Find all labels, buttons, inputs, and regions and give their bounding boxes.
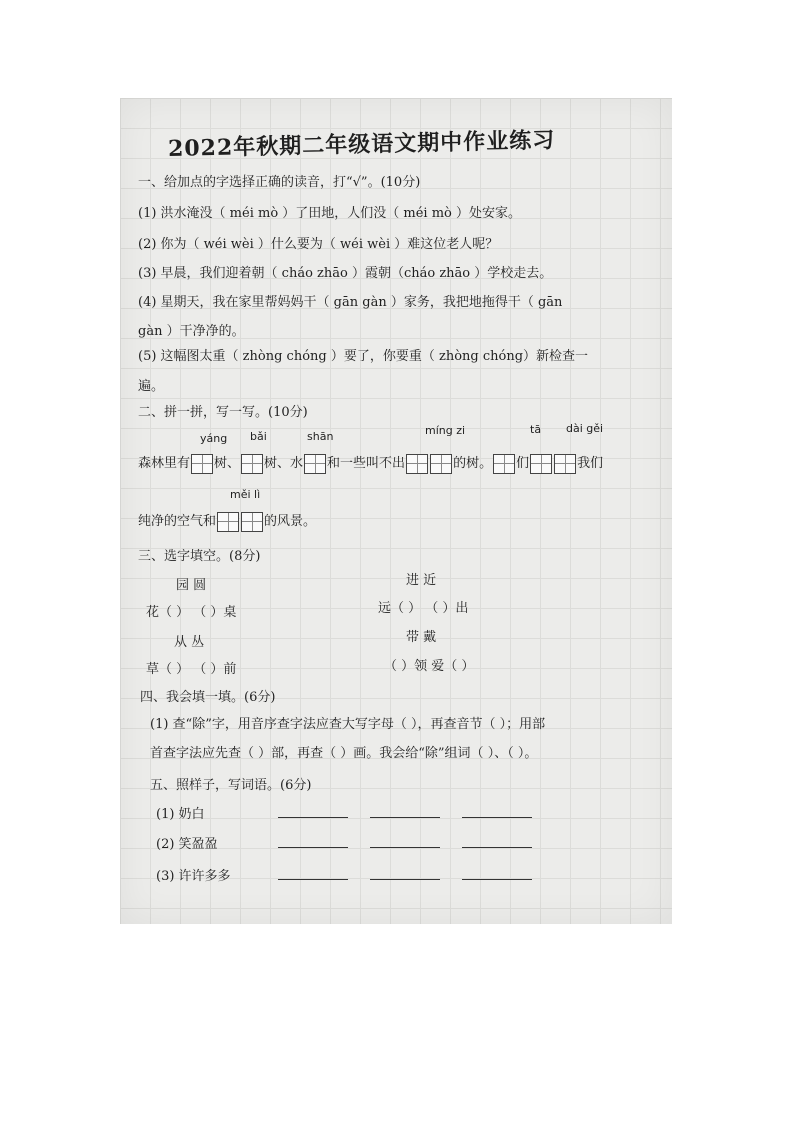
question-1-3: (3) 早晨，我们迎着朝（ cháo zhāo ）霞朝（cháo zhāo ）学校走去。 bbox=[138, 266, 553, 281]
word-row-2 bbox=[156, 835, 532, 854]
fill-text-1: 森林里有 bbox=[138, 456, 191, 471]
answer-line[interactable] bbox=[278, 867, 348, 880]
fill-text-6: 们 bbox=[516, 456, 530, 471]
section-1-heading: 一、给加点的字选择正确的读音，打“√”。(10分) bbox=[138, 175, 421, 190]
writing-box[interactable] bbox=[554, 454, 576, 474]
answer-line[interactable] bbox=[278, 805, 348, 818]
question-1-1: (1) 洪水淹没（ méi mò ）了田地，人们没（ méi mò ）处安家。 bbox=[138, 206, 522, 221]
pinyin-shan: shān bbox=[307, 430, 334, 443]
question-1-4-line-2: gàn ）干净净的。 bbox=[138, 324, 245, 339]
question-1-4-line-1: (4) 星期天，我在家里帮妈妈干（ gān gàn ）家务，我把地拖得干（ gān bbox=[138, 295, 563, 310]
fill-row-3: 草（ ） （ ）前 bbox=[146, 662, 237, 677]
writing-box[interactable] bbox=[241, 512, 263, 532]
writing-box[interactable] bbox=[241, 454, 263, 474]
section-4-heading: 四、我会填一填。(6分) bbox=[140, 690, 276, 705]
word-prompt: (2) 笑盈盈 bbox=[156, 837, 218, 852]
fill-row-2: 远（ ） （ ）出 bbox=[378, 601, 469, 616]
writing-box[interactable] bbox=[217, 512, 239, 532]
pinyin-yang: yáng bbox=[200, 432, 228, 445]
question-4-line-1: (1) 查“除”字，用音序查字法应查大写字母（ ），再查音节（ ）；用部 bbox=[150, 717, 546, 732]
word-prompt: (1) 奶白 bbox=[156, 807, 205, 822]
answer-line[interactable] bbox=[370, 867, 440, 880]
section-2-heading: 二、拼一拼，写一写。(10分) bbox=[138, 405, 308, 420]
writing-box[interactable] bbox=[493, 454, 515, 474]
answer-line[interactable] bbox=[278, 835, 348, 848]
answer-line[interactable] bbox=[462, 805, 532, 818]
fill-text-7: 我们 bbox=[577, 456, 604, 471]
pinyin-bai: bǎi bbox=[250, 430, 267, 443]
word-row-1 bbox=[156, 805, 532, 824]
section-3-heading: 三、选字填空。(8分) bbox=[138, 549, 261, 564]
pinyin-meili: měi lì bbox=[230, 488, 261, 501]
question-1-2: (2) 你为（ wéi wèi ）什么要为（ wéi wèi ）难这位老人呢？ bbox=[138, 237, 499, 252]
fill-row-1: 花（ ） （ ）桌 bbox=[146, 605, 237, 620]
word-prompt: (3) 许许多多 bbox=[156, 869, 231, 884]
section-2-sentence-2 bbox=[138, 510, 316, 534]
section-5-heading: 五、照样子，写词语。(6分) bbox=[150, 778, 312, 793]
fill-text-9: 的风景。 bbox=[264, 514, 317, 529]
fill-row-4: （ ）领 爱（ ） bbox=[384, 659, 475, 674]
section-2-sentence-1 bbox=[138, 452, 603, 476]
pinyin-daigei: dài gěi bbox=[566, 422, 604, 435]
word-row-3 bbox=[156, 867, 532, 886]
char-pair-2: 进 近 bbox=[406, 573, 437, 588]
fill-text-2: 树、 bbox=[214, 456, 241, 471]
writing-box[interactable] bbox=[304, 454, 326, 474]
writing-box[interactable] bbox=[191, 454, 213, 474]
writing-box[interactable] bbox=[406, 454, 428, 474]
writing-box[interactable] bbox=[430, 454, 452, 474]
question-1-5-line-1: (5) 这幅图太重（ zhòng chóng ）要了，你要重（ zhòng chóng）新检查一 bbox=[138, 349, 589, 364]
fill-text-8: 纯净的空气和 bbox=[138, 514, 217, 529]
question-1-5-line-2: 遍。 bbox=[138, 379, 165, 394]
answer-line[interactable] bbox=[462, 867, 532, 880]
pinyin-mingzi: míng zi bbox=[425, 424, 466, 437]
writing-box[interactable] bbox=[530, 454, 552, 474]
page-title: 2022年秋期二年级语文期中作业练习 bbox=[167, 127, 556, 162]
question-4-line-2: 首查字法应先查（ ）部，再查（ ）画。我会给“除”组词（ ）、（ ）。 bbox=[150, 746, 538, 761]
char-pair-4: 带 戴 bbox=[406, 630, 437, 645]
fill-text-5: 的树。 bbox=[453, 456, 493, 471]
fill-text-3: 树、水 bbox=[264, 456, 304, 471]
char-pair-3: 从 丛 bbox=[174, 635, 205, 650]
answer-line[interactable] bbox=[370, 835, 440, 848]
char-pair-1: 园 圆 bbox=[176, 578, 207, 593]
pinyin-ta: tā bbox=[530, 423, 542, 436]
fill-text-4: 和一些叫不出 bbox=[327, 456, 406, 471]
answer-line[interactable] bbox=[462, 835, 532, 848]
answer-line[interactable] bbox=[370, 805, 440, 818]
